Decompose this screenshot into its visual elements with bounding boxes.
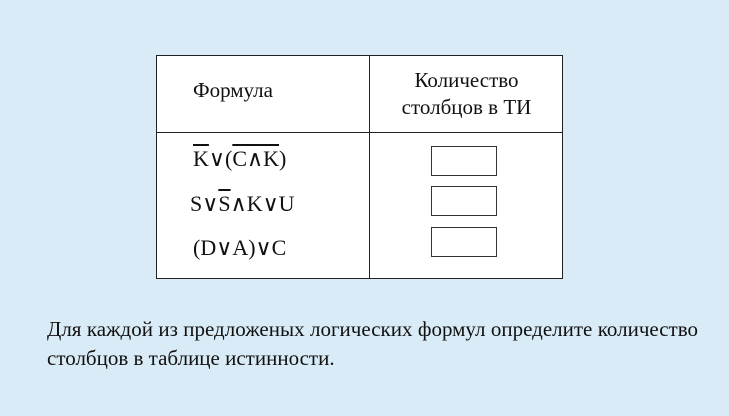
header-formula: Формула: [193, 78, 273, 102]
formula-1-or-open: ∨(: [208, 146, 233, 171]
formula-2-s-or: S∨: [190, 191, 219, 216]
header-column-count: [370, 67, 563, 121]
formula-1-negated-conjunction: C∧K: [232, 146, 279, 171]
answer-input-1[interactable]: [431, 146, 497, 176]
formula-2: [190, 191, 295, 217]
instruction-text: Для каждой из предложеных логических формул определите количество столбцов в таблице истинности.: [47, 317, 698, 370]
header-column-count-line1: Количество: [414, 68, 519, 92]
formula-1-negated-k: $\overline{K}$: [193, 146, 209, 171]
formula-1-close: ): [279, 146, 287, 171]
formula-3: [193, 235, 286, 261]
formula-1: [193, 146, 286, 172]
formula-2-negated-s: $\overline{S}$: [218, 191, 231, 216]
truth-table: [156, 55, 563, 279]
answer-input-3[interactable]: [431, 227, 497, 257]
formula-3-text: (D∨A)∨C: [193, 235, 287, 260]
answer-input-2[interactable]: [431, 186, 497, 216]
formula-2-rest: ∧K∨U: [230, 191, 295, 216]
header-column-count-line2: столбцов в ТИ: [401, 95, 532, 119]
header-divider: [157, 132, 562, 133]
